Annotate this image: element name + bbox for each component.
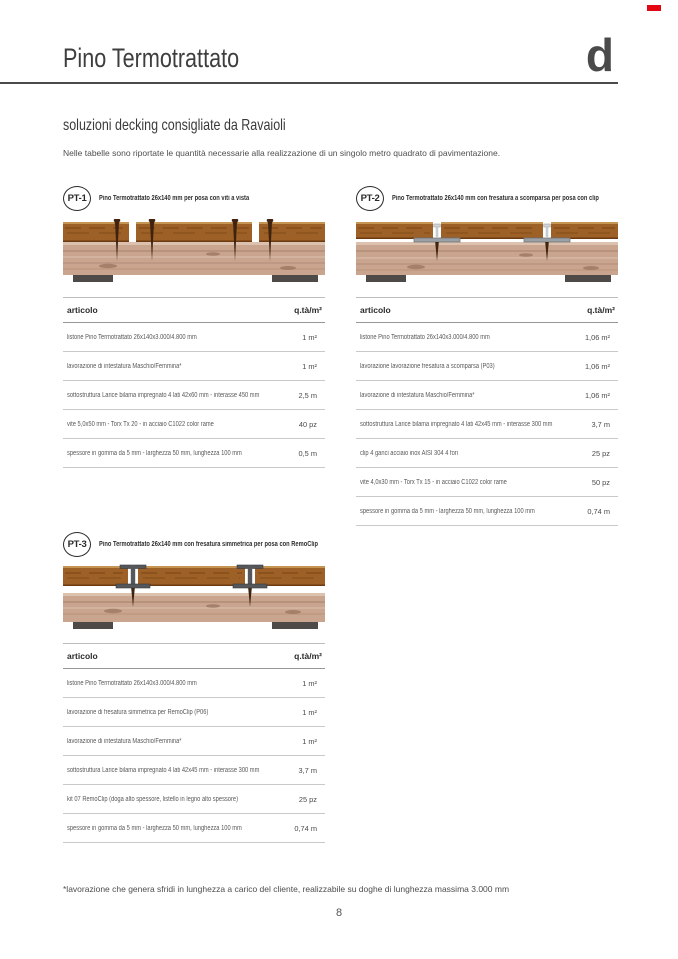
table-row: sottostruttura Larice bilama impregnato 4 lati 42x60 mm - interasse 450 mm 2,5 m — [63, 381, 325, 410]
section-letter: d — [585, 29, 614, 81]
rubber-pads — [73, 275, 318, 282]
panel-pt1-header — [63, 186, 325, 211]
quantity-table-pt3 — [63, 643, 325, 843]
quantity-table-pt1 — [63, 297, 325, 468]
table-row: lavorazione di intestatura Maschio/Femmina* 1 m² — [63, 352, 325, 381]
decking-illustration-hidden-clip — [356, 218, 618, 285]
panel-badge-pt2: PT-2 — [356, 186, 384, 211]
header-divider — [0, 82, 618, 84]
page-number: 8 — [335, 907, 343, 919]
joist — [63, 593, 325, 622]
table-header — [356, 298, 618, 323]
page-title: Pino Termotrattato — [63, 43, 240, 73]
panel-pt3-header — [63, 532, 325, 557]
deck-boards — [63, 566, 325, 586]
deck-boards — [356, 222, 618, 239]
intro-text: Nelle tabelle sono riportate le quantità necessarie alla realizzazione di un singolo metro quadrato di pavimentazione. — [63, 148, 501, 158]
panel-pt2-header — [356, 186, 618, 211]
table-header — [63, 644, 325, 669]
panel-title-pt3: Pino Termotrattato 26x140 mm con fresatura simmetrica per posa con RemoClip — [99, 541, 319, 548]
decking-illustration-screws-visible — [63, 218, 325, 285]
table-row: kit 07 RemoClip (doga alto spessore, listello in legno alto spessore) 25 pz — [63, 785, 325, 814]
table-row: vite 4,0x30 mm - Torx Tx 15 - in acciaio C1022 color rame 50 pz — [356, 468, 618, 497]
table-row: lavorazione di intestatura Maschio/Femmina* 1 m² — [63, 727, 325, 756]
table-row: lavorazione di fresatura simmetrica per RemoClip (P06) 1 m² — [63, 698, 325, 727]
table-row: spessore in gomma da 5 mm - larghezza 50 mm, lunghezza 100 mm 0,5 m — [63, 439, 325, 468]
table-row: listone Pino Termotrattato 26x140x3.000/4.800 mm 1,06 m² — [356, 323, 618, 352]
table-row: vite 5,0x50 mm - Torx Tx 20 - in acciaio C1022 color rame 40 pz — [63, 410, 325, 439]
section-heading: soluzioni decking consigliate da Ravaioli — [63, 117, 286, 134]
col-articolo: articolo — [360, 305, 391, 315]
table-row: lavorazione lavorazione fresatura a scomparsa (P03) 1,06 m² — [356, 352, 618, 381]
col-articolo: articolo — [67, 651, 98, 661]
panel-pt1 — [63, 186, 325, 468]
table-row: listone Pino Termotrattato 26x140x3.000/4.800 mm 1 m² — [63, 669, 325, 698]
joist — [356, 242, 618, 275]
panel-title-pt1: Pino Termotrattato 26x140 mm per posa con viti a vista — [99, 195, 250, 202]
rubber-pads — [366, 275, 611, 282]
col-qty: q.tà/m² — [294, 651, 322, 661]
panel-pt3 — [63, 532, 325, 843]
col-articolo: articolo — [67, 305, 98, 315]
panel-badge-pt3: PT-3 — [63, 532, 91, 557]
panel-badge-pt1: PT-1 — [63, 186, 91, 211]
deck-boards — [63, 222, 325, 242]
brand-red-mark — [647, 5, 661, 11]
footnote: *lavorazione che genera sfridi in lunghezza a carico del cliente, realizzabile su doghe di lunghezza massima 3.000 mm — [63, 884, 510, 894]
col-qty: q.tà/m² — [587, 305, 615, 315]
table-row: clip 4 ganci acciaio inox AISI 304 4 fori 25 pz — [356, 439, 618, 468]
panel-pt2 — [356, 186, 618, 526]
panel-title-pt2: Pino Termotrattato 26x140 mm con fresatura a scomparsa per posa con clip — [392, 195, 599, 202]
rubber-pads — [73, 622, 318, 629]
table-row: spessore in gomma da 5 mm - larghezza 50 mm, lunghezza 100 mm 0,74 m — [63, 814, 325, 843]
table-header — [63, 298, 325, 323]
table-row: spessore in gomma da 5 mm - larghezza 50 mm, lunghezza 100 mm 0,74 m — [356, 497, 618, 526]
quantity-table-pt2 — [356, 297, 618, 526]
col-qty: q.tà/m² — [294, 305, 322, 315]
decking-illustration-remoclip — [63, 564, 325, 631]
table-row: sottostruttura Larice bilama impregnato 4 lati 42x45 mm - interasse 300 mm 3,7 m — [63, 756, 325, 785]
table-row: lavorazione di intestatura Maschio/Femmina* 1,06 m² — [356, 381, 618, 410]
table-row: listone Pino Termotrattato 26x140x3.000/4.800 mm 1 m² — [63, 323, 325, 352]
table-row: sottostruttura Larice bilama impregnato 4 lati 42x45 mm - interasse 300 mm 3,7 m — [356, 410, 618, 439]
joist — [63, 242, 325, 275]
